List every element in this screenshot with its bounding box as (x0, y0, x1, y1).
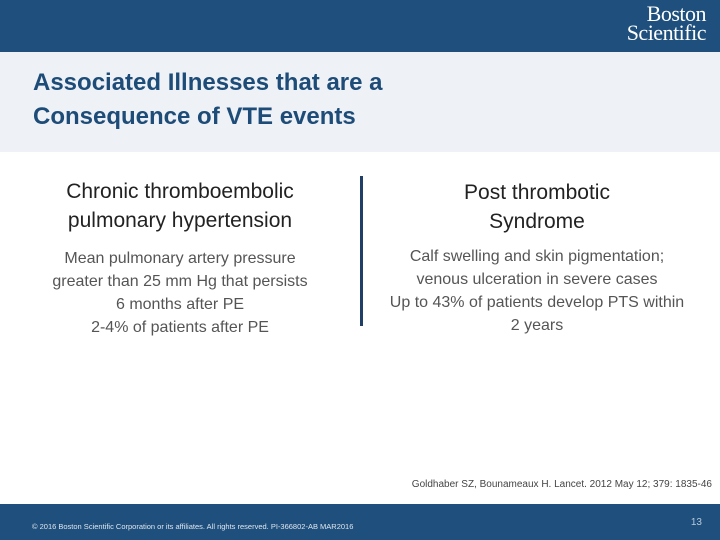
left-body-line-4: 2-4% of patients after PE (91, 319, 269, 336)
citation: Goldhaber SZ, Bounameaux H. Lancet. 2012 May 12; 379: 1835-46 (411, 479, 712, 490)
column-divider (360, 176, 363, 326)
title-line-2: Consequence of VTE events (33, 103, 356, 130)
left-heading-line-2: pulmonary hypertension (67, 209, 293, 232)
logo-line-2: Scientific (626, 20, 706, 45)
left-body-line-1: Mean pulmonary artery pressure (64, 250, 296, 267)
page-number: 13 (690, 517, 702, 528)
right-column-body (367, 245, 707, 337)
right-body-line-1: Calf swelling and skin pigmentation; (409, 248, 665, 265)
left-body-line-3: 6 months after PE (115, 296, 245, 313)
title-line-1: Associated Illnesses that are a (33, 69, 383, 96)
slide-title (33, 66, 633, 134)
left-heading-line-1: Chronic thromboembolic (66, 180, 294, 203)
left-column-heading (20, 177, 340, 235)
logo-line-1: Boston (646, 1, 706, 26)
footer-band (0, 504, 720, 540)
header-band (0, 0, 720, 52)
right-body-line-3: Up to 43% of patients develop PTS within (389, 294, 685, 311)
right-column-heading (372, 178, 702, 236)
right-body-line-2: venous ulceration in severe cases (416, 271, 658, 288)
boston-scientific-logo (596, 1, 706, 45)
right-body-line-4: 2 years (510, 317, 564, 334)
left-column-body (20, 247, 340, 339)
right-heading-line-1: Post thrombotic (464, 181, 610, 204)
right-heading-line-2: Syndrome (489, 210, 585, 233)
left-body-line-2: greater than 25 mm Hg that persists (52, 273, 308, 290)
copyright-notice: © 2016 Boston Scientific Corporation or its affiliates. All rights reserved. PI-366802-AB MAR2016 (32, 522, 354, 531)
